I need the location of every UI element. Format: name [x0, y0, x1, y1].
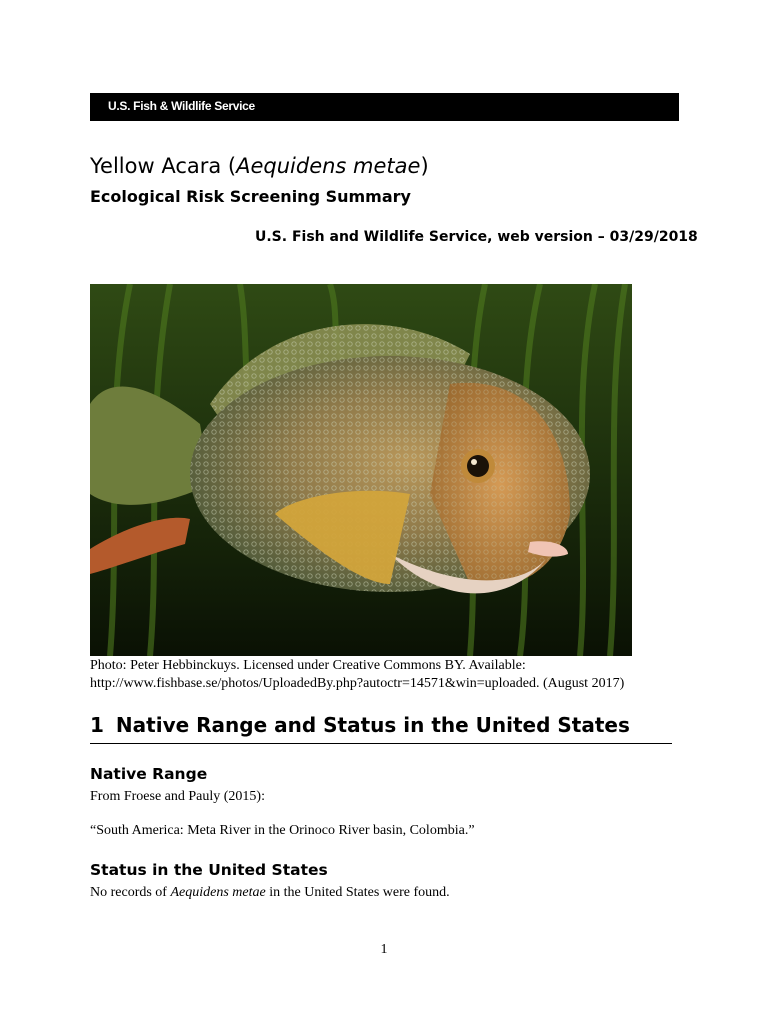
- page-subtitle: Ecological Risk Screening Summary: [90, 187, 411, 206]
- status-text: No records of Aequidens metae in the United States were found.: [90, 885, 450, 900]
- agency-name: U.S. Fish & Wildlife Service: [108, 99, 255, 113]
- native-range-heading: Native Range: [90, 765, 208, 783]
- version-line: U.S. Fish and Wildlife Service, web version – 03/29/2018: [255, 229, 698, 245]
- status-heading: Status in the United States: [90, 861, 328, 879]
- page-number: 1: [380, 942, 388, 957]
- section-number: 1: [90, 713, 104, 737]
- page-title: Yellow Acara (Aequidens metae): [90, 154, 429, 178]
- agency-banner: [90, 93, 679, 121]
- section-heading: [90, 713, 672, 744]
- caption-line-1: Photo: Peter Hebbinckuys. Licensed under Creative Commons BY. Available:: [90, 658, 526, 673]
- caption-line-2: http://www.fishbase.se/photos/UploadedBy.php?autoctr=14571&win=uploaded. (August 2017): [90, 676, 625, 691]
- section-title: Native Range and Status in the United States: [115, 713, 630, 737]
- species-name: Aequidens metae: [236, 154, 421, 178]
- photo-caption: [90, 657, 690, 693]
- fish-photo: [90, 284, 632, 656]
- status-species: Aequidens metae: [170, 885, 266, 900]
- native-range-source: From Froese and Pauly (2015):: [90, 789, 265, 804]
- native-range-quote: “South America: Meta River in the Orinoco River basin, Colombia.”: [90, 823, 475, 838]
